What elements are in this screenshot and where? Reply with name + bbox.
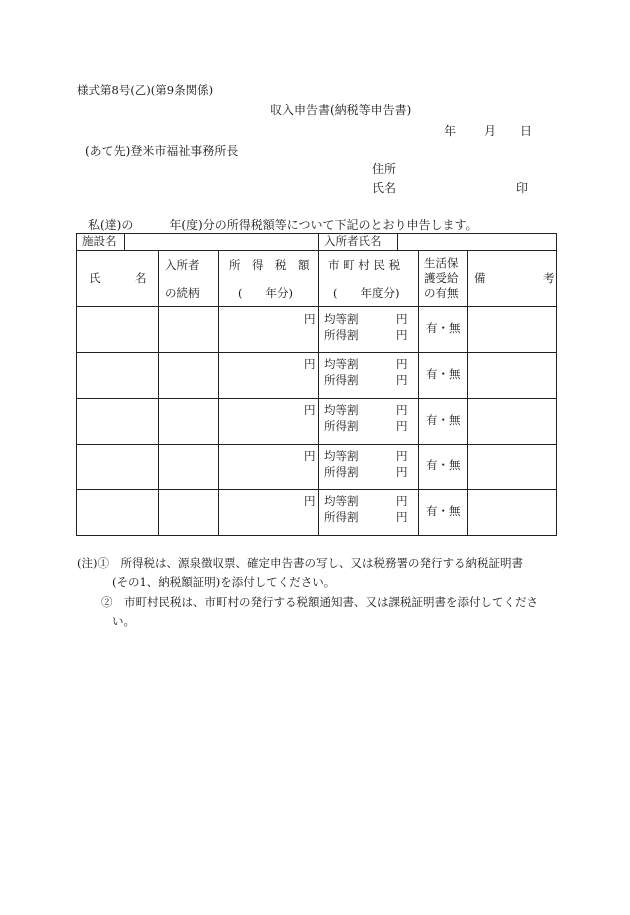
- welfare-yes-no[interactable]: 有・無: [426, 458, 461, 472]
- per-capita-yen-unit: 円: [396, 449, 408, 463]
- facility-name-field[interactable]: [125, 234, 317, 250]
- col-header-municipal-tax-year: ( 年度分): [333, 286, 400, 300]
- note-2-line-2: い。: [112, 614, 135, 628]
- income-levy-yen-unit: 円: [396, 419, 408, 433]
- per-capita-levy-label: 均等割: [324, 357, 359, 371]
- income-levy-yen-unit: 円: [396, 510, 408, 524]
- per-capita-yen-unit: 円: [396, 357, 408, 371]
- col-header-remarks: 備 考: [474, 271, 555, 285]
- per-capita-levy-label: 均等割: [324, 494, 359, 508]
- income-declaration-table: [76, 233, 557, 536]
- per-capita-yen-unit: 円: [396, 312, 408, 326]
- col-header-relation-line1: 入所者: [165, 258, 200, 272]
- welfare-yes-no[interactable]: 有・無: [426, 367, 461, 381]
- col-header-name: 氏 名: [89, 271, 147, 285]
- income-levy-label: 所得割: [324, 510, 359, 524]
- date-line: [444, 125, 532, 137]
- note-1-line-2: (その1、納税額証明)を添付してください。: [112, 575, 336, 589]
- income-tax-yen-unit: 円: [304, 403, 316, 417]
- col-header-income-tax: 所 得 税 額: [229, 258, 310, 272]
- income-tax-yen-unit: 円: [304, 449, 316, 463]
- col-header-relation-line2: の続柄: [165, 286, 200, 300]
- addressee: (あて先)登米市福祉事務所長: [85, 144, 239, 158]
- income-levy-yen-unit: 円: [396, 328, 408, 342]
- applicant-name-label: 氏名: [372, 181, 397, 195]
- income-levy-label: 所得割: [324, 373, 359, 387]
- address-label: 住所: [372, 162, 397, 176]
- income-levy-label: 所得割: [324, 328, 359, 342]
- col-header-welfare-line1: 生活保: [424, 256, 459, 270]
- date-year-label: 年: [444, 124, 457, 138]
- per-capita-levy-label: 均等割: [324, 403, 359, 417]
- income-levy-label: 所得割: [324, 465, 359, 479]
- per-capita-levy-label: 均等割: [324, 449, 359, 463]
- welfare-yes-no[interactable]: 有・無: [426, 321, 461, 335]
- income-levy-yen-unit: 円: [396, 373, 408, 387]
- income-tax-yen-unit: 円: [304, 494, 316, 508]
- welfare-yes-no[interactable]: 有・無: [426, 413, 461, 427]
- note-2-line-1: ② 市町村民税は、市町村の発行する税額通知書、又は課税証明書を添付してくださ: [101, 595, 538, 609]
- col-header-welfare-line2: 護受給: [424, 271, 459, 285]
- date-month-label: 月: [484, 124, 497, 138]
- date-day-label: 日: [520, 124, 533, 138]
- income-tax-yen-unit: 円: [304, 312, 316, 326]
- document-title: 収入申告書(納税等申告書): [270, 103, 412, 117]
- per-capita-yen-unit: 円: [396, 494, 408, 508]
- facility-name-label: 施設名: [82, 234, 117, 248]
- income-tax-yen-unit: 円: [304, 357, 316, 371]
- income-levy-yen-unit: 円: [396, 465, 408, 479]
- seal-label: 印: [516, 181, 529, 195]
- per-capita-yen-unit: 円: [396, 403, 408, 417]
- resident-name-field[interactable]: [398, 234, 556, 250]
- note-1-line-1: (注)① 所得税は、源泉徴収票、確定申告書の写し、又は税務署の発行する納税証明書: [77, 556, 523, 570]
- income-levy-label: 所得割: [324, 419, 359, 433]
- col-header-welfare-line3: の有無: [424, 286, 459, 300]
- col-header-income-tax-year: ( 年分): [238, 286, 293, 300]
- form-number: 様式第8号(乙)(第9条関係): [77, 83, 214, 97]
- resident-name-label: 入所者氏名: [324, 234, 382, 248]
- per-capita-levy-label: 均等割: [324, 312, 359, 326]
- declaration-statement: 私(達)の 年(度)分の所得税額等について下記のとおり申告します。: [88, 218, 478, 232]
- col-header-municipal-tax: 市 町 村 民 税: [328, 258, 401, 272]
- welfare-yes-no[interactable]: 有・無: [426, 504, 461, 518]
